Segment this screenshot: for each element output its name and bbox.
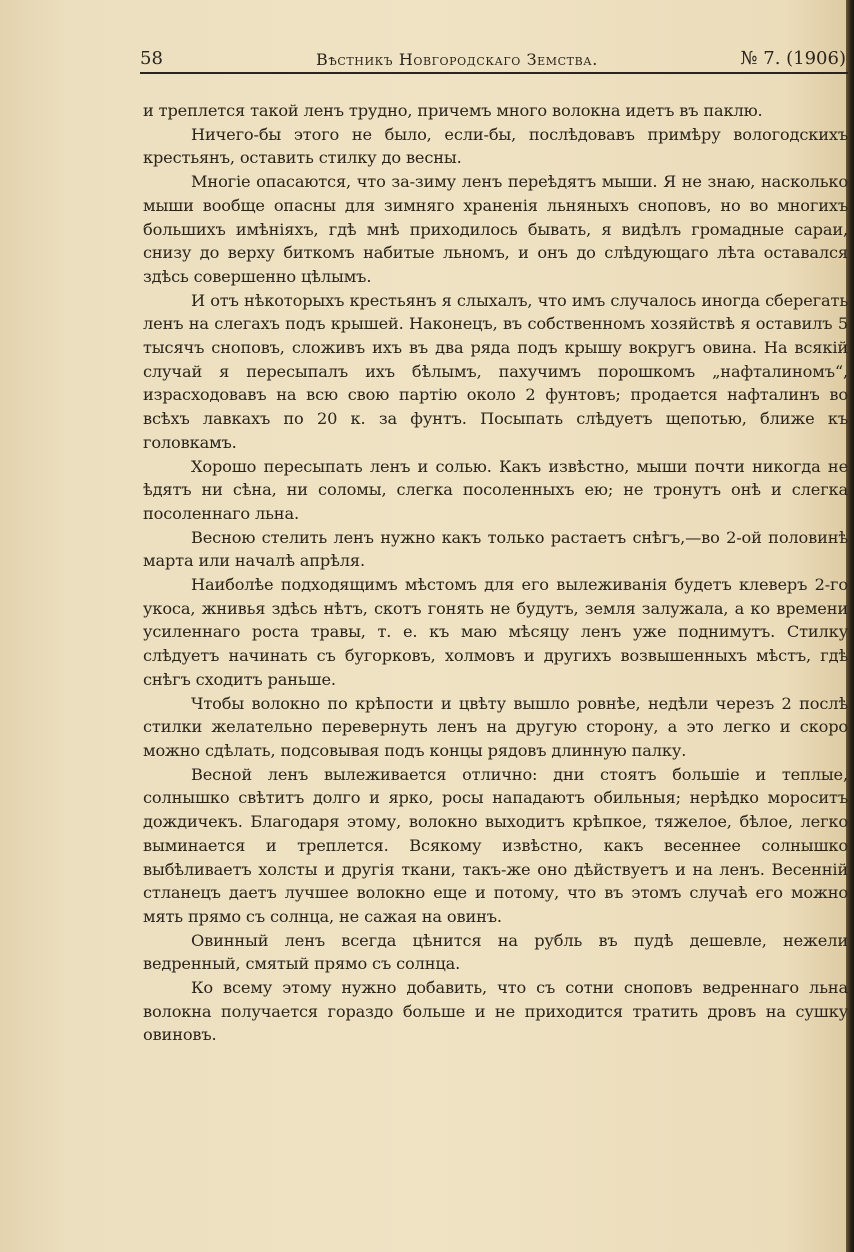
page-number: 58 [140, 48, 163, 69]
paragraph: Хорошо пересыпать ленъ и солью. Какъ извѣстно, мыши почти никогда не ѣдятъ ни сѣна, ни соломы, слегка посоленныхъ ею; не тронутъ онѣ и слегка посоленнаго льна. [143, 456, 848, 523]
issue-number: № 7. (1906) [740, 48, 846, 69]
paragraph: Наиболѣе подходящимъ мѣстомъ для его вылеживанія будетъ клеверъ 2-го укоса, жнивья здѣсь нѣтъ, скотъ гонять не будутъ, земля залужала, а ко времени усиленнаго роста травы, т. е. къ маю мѣсяцу ленъ уже поднимутъ. Стилку слѣдуетъ начинать съ бугорковъ, холмовъ и другихъ возвышенныхъ мѣстъ, гдѣ снѣгъ сходитъ раньше. [143, 575, 848, 689]
paragraph: Чтобы волокно по крѣпости и цвѣту вышло ровнѣе, недѣли черезъ 2 послѣ стилки желательно перевернуть ленъ на другую сторону, а это легко и скоро можно сдѣлать, подсовывая подъ концы рядовъ длинную палку. [143, 693, 848, 760]
paragraph: Ничего-бы этого не было, если-бы, послѣдовавъ примѣру вологодскихъ крестьянъ, оставить стилку до весны. [143, 124, 848, 168]
paragraph: Овинный ленъ всегда цѣнится на рубль въ пудѣ дешевле, нежели ведренный, смятый прямо съ солнца. [143, 930, 848, 974]
header-rule [140, 72, 848, 74]
paragraph: Ко всему этому нужно добавить, что съ сотни сноповъ ведреннаго льна волокна получается гораздо больше и не приходится тратить дровъ на сушку овиновъ. [143, 978, 848, 1045]
paragraph: Многіе опасаются, что за-зиму ленъ переѣдятъ мыши. Я не знаю, насколько мыши вообще опасны для зимняго храненія льняныхъ сноповъ, но во многихъ большихъ имѣніяхъ, гдѣ мнѣ приходилось бывать, я видѣлъ громадные сараи, снизу до верху биткомъ набитые льномъ, и онъ до слѣдующаго лѣта оставался здѣсь совершенно цѣлымъ. [143, 172, 848, 286]
article-body [143, 99, 848, 1047]
running-header [140, 44, 848, 74]
paragraph: И отъ нѣкоторыхъ крестьянъ я слыхалъ, что имъ случалось иногда сберегать ленъ на слегахъ подъ крышей. Наконецъ, въ собственномъ хозяйствѣ я оставилъ 5 тысячъ сноповъ, сложивъ ихъ въ два ряда подъ крышу вокругъ овина. На всякій случай я пересыпалъ ихъ бѣлымъ, пахучимъ порошкомъ „нафталиномъ“, израсходовавъ на всю свою партію около 2 фунтовъ; продается нафталинъ во всѣхъ лавкахъ по 20 к. за фунтъ. Посыпать слѣдуетъ щепотью, ближе къ головкамъ. [143, 290, 848, 452]
paragraph: Весною стелить ленъ нужно какъ только растаетъ снѣгъ,—во 2-ой половинѣ марта или началѣ апрѣля. [143, 527, 848, 571]
paragraph: и треплется такой ленъ трудно, причемъ много волокна идетъ въ паклю. [143, 101, 763, 120]
journal-title: Вѣстникъ Новгородскаго Земства. [316, 50, 598, 69]
paragraph: Весной ленъ вылеживается отлично: дни стоятъ большіе и теплые, солнышко свѣтитъ долго и ярко, росы нападаютъ обильныя; нерѣдко мороситъ дождичекъ. Благодаря этому, волокно выходитъ крѣпкое, тяжелое, бѣлое, легко выминается и треплется. Всякому извѣстно, какъ весеннее солнышко выбѣливаетъ холсты и другія ткани, такъ-же оно дѣйствуетъ и на ленъ. Весенній стланецъ даетъ лучшее волокно еще и потому, что въ этомъ случаѣ его можно мять прямо съ солнца, не сажая на овинъ. [143, 764, 848, 926]
